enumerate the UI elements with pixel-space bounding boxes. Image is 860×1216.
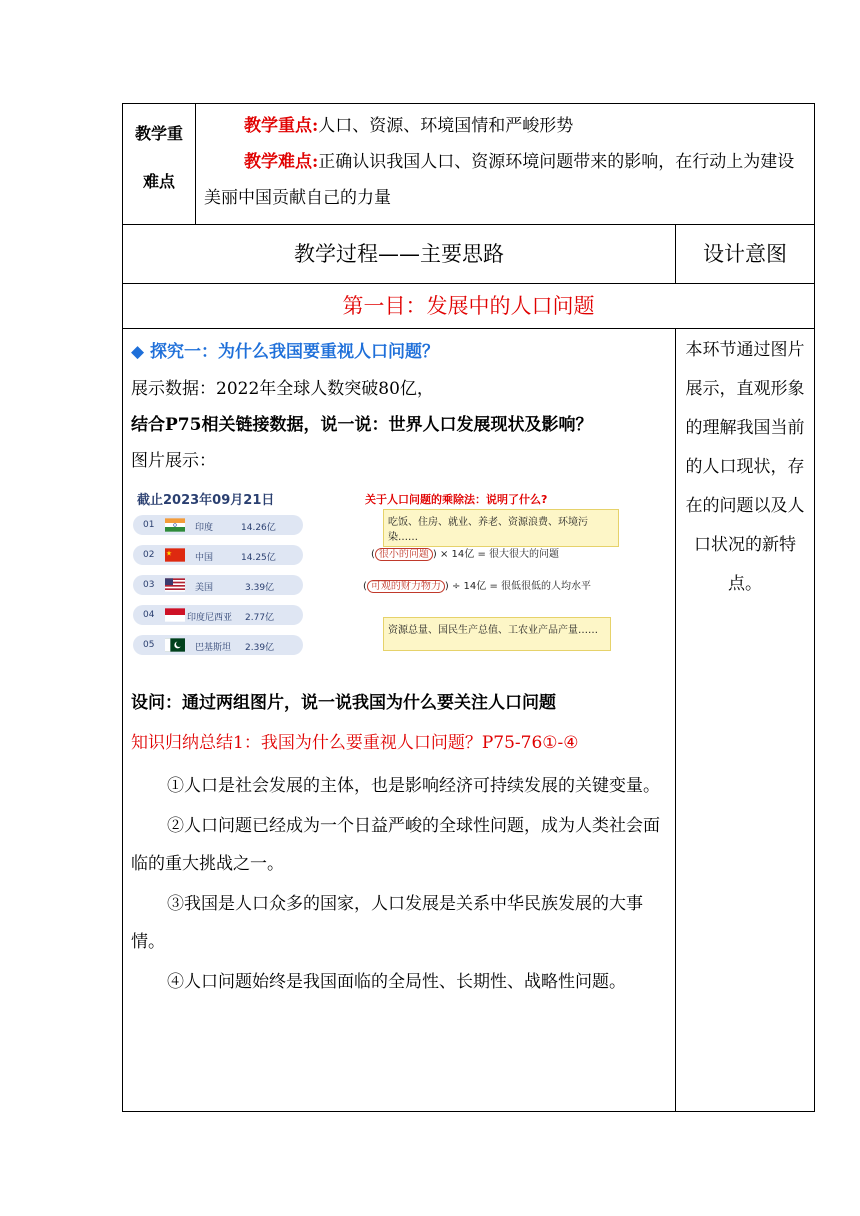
- inquiry-line-3: 图片展示：: [131, 451, 216, 471]
- small-problem-oval: 很小的问题: [375, 548, 433, 561]
- country-name: 印度: [195, 523, 214, 533]
- summary-item: ①人口是社会发展的主体，也是影响经济可持续发展的关键变量。: [167, 776, 660, 796]
- intent-column-header: 设计意图: [676, 225, 815, 284]
- pakistan-flag-icon: [165, 638, 185, 652]
- ranking-row: [133, 605, 303, 625]
- rank-number: 05: [143, 640, 155, 650]
- process-column-header: 教学过程——主要思路: [123, 225, 676, 284]
- inquiry-line-1: 展示数据：2022年全球人数突破80亿，: [131, 379, 434, 399]
- rank-number: 04: [143, 610, 155, 620]
- rank-number: 03: [143, 580, 155, 590]
- inquiry-title: [131, 333, 669, 371]
- ranking-row: [133, 635, 303, 655]
- inquiry-title-text: 探究一：为什么我国要重视人口问题？: [150, 342, 439, 362]
- problems-box: 吃饭、住房、就业、养老、资源浪费、环境污染……: [383, 509, 619, 547]
- key-points-row: [123, 104, 815, 225]
- country-name: 印度尼西亚: [187, 613, 233, 623]
- population-value: 2.77亿: [245, 613, 275, 623]
- ranking-row: [133, 515, 303, 535]
- figures: [131, 483, 669, 679]
- key-points-text: 人口、资源、环境国情和严峻形势: [318, 116, 574, 136]
- population-value: 14.25亿: [241, 553, 276, 563]
- rank-number: 02: [143, 550, 155, 560]
- intent-content: 本环节通过图片展示，直观形象的理解我国当前的人口现状，存在的问题以及人口状况的新特点。: [676, 329, 815, 1112]
- indonesia-flag-icon: [165, 608, 185, 622]
- multiply-rest: × 14亿 = 很大很大的问题: [440, 549, 560, 560]
- resources-box: 资源总量、国民生产总值、工农业产品产量……: [383, 617, 611, 651]
- country-name: 美国: [195, 583, 214, 593]
- key-points-header: [123, 104, 196, 225]
- country-name: 中国: [195, 553, 214, 563]
- country-name: 巴基斯坦: [195, 643, 232, 653]
- difficulty-text: 正确认识我国人口、资源环境问题带来的影响，在行动上为建设美丽中国贡献自己的力量: [204, 152, 795, 208]
- population-value: 14.26亿: [241, 523, 276, 533]
- population-equation-image: [357, 491, 619, 671]
- summary-item: ②人口问题已经成为一个日益严峻的全球性问题，成为人类社会面临的重大挑战之一。: [131, 816, 660, 874]
- multiply-line: ( 很小的问题 ) × 14亿 = 很大很大的问题: [371, 549, 560, 560]
- inquiry-line-2: 结合P75相关链接数据，说一说：世界人口发展现状及影响？: [131, 415, 593, 435]
- equation-title: 关于人口问题的乘除法：说明了什么?: [365, 493, 548, 506]
- difficulty-label: 教学难点:: [244, 152, 319, 172]
- summary-item: ③我国是人口众多的国家，人口发展是关系中华民族发展的大事情。: [131, 894, 643, 952]
- ranking-row: [133, 575, 303, 595]
- content-row: [123, 329, 815, 1112]
- process-content: [123, 329, 676, 1112]
- ranking-row: [133, 545, 303, 565]
- question-line: 设问：通过两组图片，说一说我国为什么要关注人口问题: [131, 693, 556, 713]
- diamond-bullet-icon: ◆: [131, 342, 145, 362]
- divide-line: ( 可观的财力物力 ) ÷ 14亿 = 很低很低的人均水平: [363, 581, 592, 592]
- population-value: 3.39亿: [245, 583, 275, 593]
- summary-title: 知识归纳总结1：我国为什么要重视人口问题？P75-76①-④: [131, 733, 579, 753]
- key-points-header-text: 教学重难点: [134, 124, 183, 191]
- rank-number: 01: [143, 520, 155, 530]
- ranking-title: 截止2023年09月21日: [137, 493, 275, 508]
- divide-rest: ÷ 14亿 = 很低很低的人均水平: [452, 581, 592, 592]
- resources-oval: 可观的财力物力: [367, 580, 445, 593]
- key-points-line: [204, 108, 806, 144]
- china-flag-icon: [165, 548, 185, 562]
- population-value: 2.39亿: [245, 643, 275, 653]
- difficulty-line: [204, 144, 806, 216]
- key-points-label: 教学重点:: [244, 116, 319, 136]
- population-ranking-image: [131, 489, 313, 665]
- section-title: 第一目：发展中的人口问题: [123, 284, 815, 329]
- summary-item: ④人口问题始终是我国面临的全局性、长期性、战略性问题。: [167, 972, 626, 992]
- section-row: [123, 284, 815, 329]
- column-header-row: [123, 225, 815, 284]
- lesson-table: [122, 103, 815, 1112]
- key-points-content: [196, 104, 815, 225]
- india-flag-icon: [165, 518, 185, 532]
- usa-flag-icon: [165, 578, 185, 592]
